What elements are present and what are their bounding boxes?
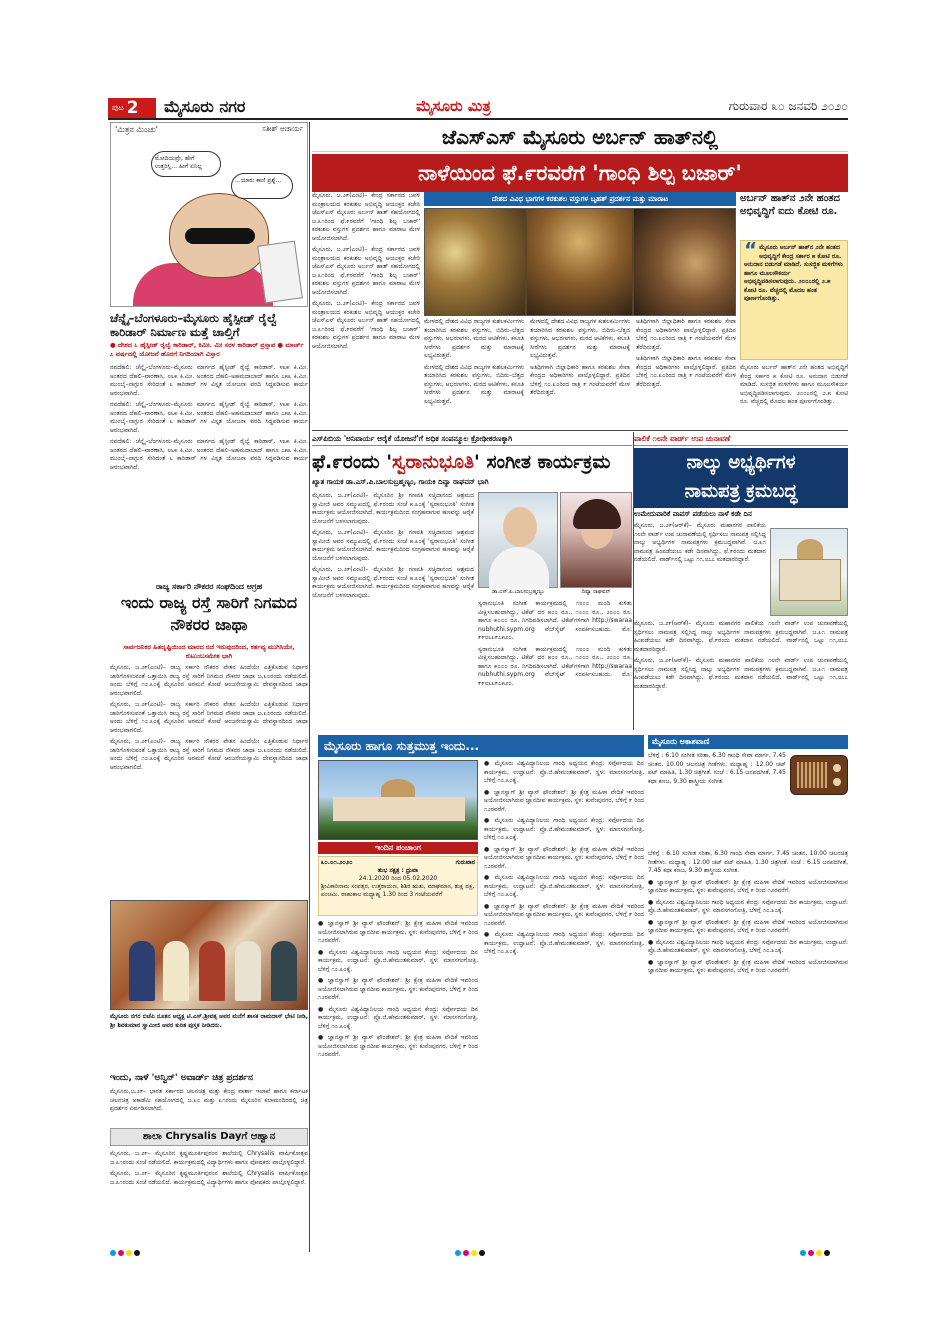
lead-article-col2 [424, 318, 524, 428]
article-paragraph: ಮೈಸೂರು, ಜ.೨೯– ಮೈಸೂರಿನ ಕೃಷ್ಣಮೂರ್ತಿಪುರಂನ ಶಾಲೆಯಲ್ಲಿ Chrysalis ವಾರ್ಷಿಕೋತ್ಸವ ಜ.೩೧ರಂದು ಸಂಜೆ ನಡೆಯಲಿದೆ. ಕಾರ್ಯಕ್ರಮದಲ್ಲಿ ವಿದ್ಯಾರ್ಥಿಗಳು ಹಾಗೂ ಪೋಷಕರು ಪಾಲ್ಗೊಳ್ಳಲಿದ್ದಾರೆ. [110, 1150, 308, 1166]
event-item: ● ಮೈಸೂರು ವಿಶ್ವವಿದ್ಯಾನಿಲಯ ಗಾಂಧಿ ಅಧ್ಯಯನ ಕೇಂದ್ರ: ಸರ್ವೋದಯ ದಿನ ಕಾರ್ಯಕ್ರಮ, ಉದ್ಘಾಟನೆ: ಪ್ರೊ.ಜಿ.ಹೇಮಂತಕುಮಾರ್, ಸ್ಥಳ: ಮಾನಸಗಂಗೋತ್ರಿ, ಬೆಳಿಗ್ಗೆ ೧೦.೩೦ಕ್ಕೆ. [648, 898, 848, 914]
concert-headline [312, 448, 632, 476]
lead-headline [312, 122, 848, 190]
sidebar-quote-box [740, 240, 848, 360]
photo-caption-divya: ದಿವ್ಯಾ ರಾಘವನ್ [581, 589, 611, 595]
photo-person [163, 941, 189, 1001]
photo-mysore-palace [318, 760, 478, 840]
lead-article-col1 [312, 192, 420, 428]
article-paragraph: ಮೈಸೂರು, ಜ.೨೯(ಎಂಟಿ)– ಮೈಸೂರಿನ ಶ್ರೀ ಗಣಪತಿ ಸಚ್ಚಿದಾನಂದ ಆಶ್ರಮದ ಸ್ವಾಮೀಜಿ ಅವರ ಸಮ್ಮುಖದಲ್ಲಿ ಫೆ.೯ರಂದು ಸಂಜೆ ೫.೩೦ಕ್ಕೆ 'ಸ್ವರಾನುಭೂತಿ' ಸಂಗೀತ ಕಾರ್ಯಕ್ರಮ ಆಯೋಜಿಸಲಾಗಿದೆ. ಕಾರ್ಯಕ್ರಮದಿಂದ ಸಂಗ್ರಹವಾಗುವ ಹಣವನ್ನು ಆರೈಕೆ ಯೋಜನೆಗೆ ಬಳಸಲಾಗುವುದು. [312, 566, 474, 599]
page-number-box [108, 98, 156, 118]
panchanga-heading: ಇಂದಿನ ಪಂಚಾಂಗ [318, 842, 478, 854]
lead-headline-line1: ಜೆಎಸ್‌ಎಸ್ ಮೈಸೂರು ಅರ್ಬನ್ ಹಾತ್‌ನಲ್ಲಿ [312, 122, 848, 152]
article-rail-corridor [110, 364, 308, 578]
article-paragraph: ನವದೆಹಲಿ: ಚೆನ್ನೈ–ಬೆಂಗಳೂರು–ಮೈಸೂರು ಮಾರ್ಗದ ಹೈಸ್ಪೀಡ್ ರೈಲ್ವೆ ಕಾರಿಡಾರ್, ೪೩೫ ಕಿ.ಮೀ. ಅಂತರದ ದೆಹಲಿ–ವಾರಣಾಸಿ, ೮೬೫ ಕಿ.ಮೀ. ಅಂತರದ ದೆಹಲಿ–ಅಹಮದಾಬಾದ್ ಹಾಗೂ ೭೫೩ ಕಿ.ಮೀ. ಮುಂಬೈ–ನಾಗ್ಪುರ ಸೇರಿದಂತೆ ೬ ಕಾರಿಡಾರ್ ಗಳ ವಿಸ್ತೃತ ಯೋಜನಾ ವರದಿ ಸಿದ್ಧಪಡಿಸುವ ಕಾರ್ಯ ಆರಂಭವಾಗಿದೆ. [110, 401, 308, 434]
article-paragraph: ಮೈಸೂರು, ಜ.೨೯(ಆರ್‌ಕೆ)– ಮೈಸೂರು ಮಹಾನಗರ ಪಾಲಿಕೆಯ ೧೮ನೇ ವಾರ್ಡ್ ಉಪ ಚುನಾವಣೆಯಲ್ಲಿ ಸ್ಪರ್ಧಿಸಲು ನಾಮಪತ್ರ ಸಲ್ಲಿಸಿದ್ದ ನಾಲ್ಕು ಅಭ್ಯರ್ಥಿಗಳ ನಾಮಪತ್ರಗಳು ಕ್ರಮಬದ್ಧವಾಗಿವೆ. ಜ.೩೧ ನಾಮಪತ್ರ ಹಿಂಪಡೆಯಲು ಕಡೇ ದಿನವಾಗಿದ್ದು, ಫೆ.೯ರಂದು ಮತದಾನ ನಡೆಯಲಿದೆ. ವಾರ್ಡ್‌ನಲ್ಲಿ ಒಟ್ಟು ೧೧,೮೭೭ ಮತದಾರರಿದ್ದಾರೆ. [634, 522, 766, 563]
photo-caption [110, 1013, 308, 1069]
radio-knob [833, 764, 841, 772]
ward-article-col1 [634, 522, 766, 618]
black-dot [479, 1250, 485, 1256]
event-item: ● ಜ್ಞಾನಸ್ವಾಗ್ ಶ್ರೀ ವ್ಯಾಸ್ ಫೌಂಡೇಶನ್: ಶ್ರೀ ಕ್ಷೇತ್ರ ಮಹಿಳಾ ವೇದಿಕೆ ಇವರಿಂದ ಅಯೋಜಿಸಲಾಗಿರುವ ಜ್ಞಾನದೀಪ ಕಾರ್ಯಕ್ರಮ, ಸ್ಥಳ: ಕುವೆಂಪುನಗರ, ಬೆಳಿಗ್ಗೆ ೯ ರಿಂದ ೧೨ರವರೆಗೆ. [648, 918, 848, 934]
concert-headline-pre: ಫೆ.೯ರಂದು ' [312, 451, 393, 473]
cartoon-title: 'ಮಿತ್ರನ ಮಿಂಚು' [115, 125, 158, 134]
event-item: ● ಜ್ಞಾನಸ್ವಾಗ್ ಶ್ರೀ ವ್ಯಾಸ್ ಫೌಂಡೇಶನ್: ಶ್ರೀ ಕ್ಷೇತ್ರ ಮಹಿಳಾ ವೇದಿಕೆ ಇವರಿಂದ ಅಯೋಜಿಸಲಾಗಿರುವ ಜ್ಞಾನದೀಪ ಕಾರ್ಯಕ್ರಮ, ಸ್ಥಳ: ಕುವೆಂಪುನಗರ, ಬೆಳಿಗ್ಗೆ ೯ ರಿಂದ ೧೨ರವರೆಗೆ. [318, 977, 478, 1001]
concert-subhead: ಖ್ಯಾತ ಗಾಯಕ ಡಾ.ಎಸ್.ಪಿ.ಬಾಲಸುಬ್ರಹ್ಮಣ್ಯಂ, ಗಾಯಕಿ ದಿವ್ಯಾ ರಾಘವನ್ ಭಾಗಿ [312, 478, 489, 486]
page-header [108, 96, 848, 120]
photo-face [503, 507, 537, 547]
cartoon-sunglasses [185, 228, 255, 244]
ward-article-col2 [634, 620, 848, 728]
event-item: ● ಮೈಸೂರು ವಿಶ್ವವಿದ್ಯಾನಿಲಯ ಗಾಂಧಿ ಅಧ್ಯಯನ ಕೇಂದ್ರ: ಸರ್ವೋದಯ ದಿನ ಕಾರ್ಯಕ್ರಮ, ಉದ್ಘಾಟನೆ: ಪ್ರೊ.ಜಿ.ಹೇಮಂತಕುಮಾರ್, ಸ್ಥಳ: ಮಾನಸಗಂಗೋತ್ರಿ, ಬೆಳಿಗ್ಗೆ ೧೦.೩೦ಕ್ಕೆ. [484, 931, 644, 955]
cyan-dot [800, 1250, 806, 1256]
panchanga-range: 24.1.2020 ರಿಂದ 05.02.2020 [358, 875, 438, 882]
photo-caption-spb: ಡಾ.ಎಸ್.ಪಿ.ಬಾಲಸುಬ್ರಹ್ಮಣ್ಯಂ [491, 589, 544, 595]
photo-city-corporation [770, 528, 848, 616]
article-paragraph: ಅತಿಥಿಗಳಾಗಿ ಜಿಲ್ಲಾಧಿಕಾರಿ ಹಾಗೂ ಕರಕುಶಲ ಸೇವಾ ಕೇಂದ್ರದ ಅಧಿಕಾರಿಗಳು ಪಾಲ್ಗೊಳ್ಳಲಿದ್ದಾರೆ. ಪ್ರತಿದಿನ ಬೆಳಿಗ್ಗೆ ೧೦.೩೦ರಿಂದ ರಾತ್ರಿ ೯ ಗಂಟೆಯವರೆಗೆ ಮೇಳ ತೆರೆದಿರುತ್ತದೆ. [530, 363, 630, 396]
building-dome [797, 539, 823, 559]
article-paragraph: ಮೈಸೂರು, ಜ.೨೯– ಮೈಸೂರಿನ ಕೃಷ್ಣಮೂರ್ತಿಪುರಂನ ಶಾಲೆಯಲ್ಲಿ Chrysalis ವಾರ್ಷಿಕೋತ್ಸವ ಜ.೩೧ರಂದು ಸಂಜೆ ನಡೆಯಲಿದೆ. ಕಾರ್ಯಕ್ರಮದಲ್ಲಿ ವಿದ್ಯಾರ್ಥಿಗಳು ಹಾಗೂ ಪೋಷಕರು ಪಾಲ್ಗೊಳ್ಳಲಿದ್ದಾರೆ. [110, 1170, 308, 1186]
radio-icon [790, 755, 848, 795]
event-item: ● ಜ್ಞಾನಸ್ವಾಗ್ ಶ್ರೀ ವ್ಯಾಸ್ ಫೌಂಡೇಶನ್: ಶ್ರೀ ಕ್ಷೇತ್ರ ಮಹಿಳಾ ವೇದಿಕೆ ಇವರಿಂದ ಅಯೋಜಿಸಲಾಗಿರುವ ಜ್ಞಾನದೀಪ ಕಾರ್ಯಕ್ರಮ, ಸ್ಥಳ: ಕುವೆಂಪುನಗರ, ಬೆಳಿಗ್ಗೆ ೯ ರಿಂದ ೧೨ರವರೆಗೆ. [318, 1034, 478, 1058]
kicker-transport-rally: ರಾಜ್ಯ ಸರ್ಕಾರಿ ನೌಕರರ ಸಂಘದಿಂದ ಆಗ್ರಹ [155, 582, 263, 591]
article-paragraph: ನವದೆಹಲಿ: ಚೆನ್ನೈ–ಬೆಂಗಳೂರು–ಮೈಸೂರು ಮಾರ್ಗದ ಹೈಸ್ಪೀಡ್ ರೈಲ್ವೆ ಕಾರಿಡಾರ್, ೪೩೫ ಕಿ.ಮೀ. ಅಂತರದ ದೆಹಲಿ–ವಾರಣಾಸಿ, ೮೬೫ ಕಿ.ಮೀ. ಅಂತರದ ದೆಹಲಿ–ಅಹಮದಾಬಾದ್ ಹಾಗೂ ೭೫೩ ಕಿ.ಮೀ. ಮುಂಬೈ–ನಾಗ್ಪುರ ಸೇರಿದಂತೆ ೬ ಕಾರಿಡಾರ್ ಗಳ ವಿಸ್ತೃತ ಯೋಜನಾ ವರದಿ ಸಿದ್ಧಪಡಿಸುವ ಕಾರ್ಯ ಆರಂಭವಾಗಿದೆ. [110, 438, 308, 471]
handicraft-photo [424, 208, 736, 316]
concert-article-col1 [312, 492, 474, 728]
yellow-dot [471, 1250, 477, 1256]
article-paragraph: ಮೈಸೂರು,ಜ.೨೯– ಭಾರತ ಸರ್ಕಾರದ ಚಲನಚಿತ್ರ ಮತ್ತು ಕೇಂದ್ರ ವಾರ್ತಾ ಇಲಾಖೆ ಹಾಗೂ ಕರ್ನಾಟಕ ಚಲನಚಿತ್ರ ಅಕಾಡೆಮಿ ಸಹಯೋಗದಲ್ಲಿ ಜ.೩೦ ಮತ್ತು ೩೧ರಂದು ಮೈಸೂರಿನ ಕಲಾಮಂದಿರದಲ್ಲಿ ಚಿತ್ರ ಪ್ರದರ್ಶನ ಏರ್ಪಡಿಸಲಾಗಿದೆ. [110, 1088, 308, 1112]
event-item: ● ಜ್ಞಾನಸ್ವಾಗ್ ಶ್ರೀ ವ್ಯಾಸ್ ಫೌಂಡೇಶನ್: ಶ್ರೀ ಕ್ಷೇತ್ರ ಮಹಿಳಾ ವೇದಿಕೆ ಇವರಿಂದ ಅಯೋಜಿಸಲಾಗಿರುವ ಜ್ಞಾನದೀಪ ಕಾರ್ಯಕ್ರಮ, ಸ್ಥಳ: ಕುವೆಂಪುನಗರ, ಬೆಳಿಗ್ಗೆ ೯ ರಿಂದ ೧೨ರವರೆಗೆ. [484, 902, 644, 927]
article-paragraph: ಅತಿಥಿಗಳಾಗಿ ಜಿಲ್ಲಾಧಿಕಾರಿ ಹಾಗೂ ಕರಕುಶಲ ಸೇವಾ ಕೇಂದ್ರದ ಅಧಿಕಾರಿಗಳು ಪಾಲ್ಗೊಳ್ಳಲಿದ್ದಾರೆ. ಪ್ರತಿದಿನ ಬೆಳಿಗ್ಗೆ ೧೦.೩೦ರಿಂದ ರಾತ್ರಿ ೯ ಗಂಟೆಯವರೆಗೆ ಮೇಳ ತೆರೆದಿರುತ್ತದೆ. [636, 318, 736, 351]
ward-kicker: ಪಾಲಿಕೆ ೧೮ನೇ ವಾರ್ಡ್ ಉಪ ಚುನಾವಣೆ [634, 432, 848, 446]
cyan-dot [110, 1250, 116, 1256]
subhead-rail-corridor: ● ದೇಶದ ೬ ಹೈಸ್ಪೀಡ್ ರೈಲ್ವೆ ಕಾರಿಡಾರ್, ಕಿಮೀ. ಮೀ ಸರಳ ಕಾರಿಡಾರ್ ಪ್ರಸ್ತಾಪ ● ಮಾರ್ಚ್ ೭ ವರ್ಷದಲ್ಲಿ ಯೋಜನೆ ಹೊರಗೆ ನಿಗದಿಯಾಗಿ ವಿಸ್ತಾರ [110, 341, 304, 358]
photo-person [129, 941, 155, 1001]
article-paragraph: ಅತಿಥಿಗಳಾಗಿ ಜಿಲ್ಲಾಧಿಕಾರಿ ಹಾಗೂ ಕರಕುಶಲ ಸೇವಾ ಕೇಂದ್ರದ ಅಧಿಕಾರಿಗಳು ಪಾಲ್ಗೊಳ್ಳಲಿದ್ದಾರೆ. ಪ್ರತಿದಿನ ಬೆಳಿಗ್ಗೆ ೧೦.೩೦ರಿಂದ ರಾತ್ರಿ ೯ ಗಂಟೆಯವರೆಗೆ ಮೇಳ ತೆರೆದಿರುತ್ತದೆ. [636, 355, 736, 388]
photo-person [271, 941, 297, 1001]
article-paragraph: ಮೈಸೂರು, ಜ.೨೯(ಎಂಟಿ)– ಕೇಂದ್ರ ಸರ್ಕಾರದ ಜವಳಿ ಮಂತ್ರಾಲಯದ ಕರಕುಶಲ ಅಭಿವೃದ್ಧಿ ಆಯುಕ್ತರ ಕಚೇರಿ ಜೆಎಸ್‌ಎಸ್ ಮೈಸೂರು ಅರ್ಬನ್ ಹಾತ್ ಸಹಯೋಗದಲ್ಲಿ ಜ.೩೧ರಿಂದ ಫೆ.೯ರವರೆಗೆ 'ಗಾಂಧಿ ಶಿಲ್ಪ ಬಜಾರ್' ಕರಕುಶಲ ವಸ್ತುಗಳ ಪ್ರದರ್ಶನ ಹಾಗೂ ಮಾರಾಟ ಮೇಳ ಆಯೋಜಿಸಲಾಗಿದೆ. [312, 246, 420, 296]
speech-bubble: ...ಯಾರು ಕಾಣಿ ಪ್ರಶ್ನೆ... [231, 173, 293, 199]
event-item: ● ಮೈಸೂರು ವಿಶ್ವವಿದ್ಯಾನಿಲಯ ಗಾಂಧಿ ಅಧ್ಯಯನ ಕೇಂದ್ರ: ಸರ್ವೋದಯ ದಿನ ಕಾರ್ಯಕ್ರಮ, ಉದ್ಘಾಟನೆ: ಪ್ರೊ.ಜಿ.ಹೇಮಂತಕುಮಾರ್, ಸ್ಥಳ: ಮಾನಸಗಂಗೋತ್ರಿ, ಬೆಳಿಗ್ಗೆ ೧೦.೩೦ಕ್ಕೆ. [484, 874, 644, 898]
page-label: ಪುಟ [112, 103, 124, 112]
panchanga-day: ಗುರುವಾರ [455, 859, 475, 866]
article-transport-rally [110, 664, 308, 894]
panchanga-nakshatra: ಶುಭ ನಕ್ಷತ್ರ : ಧ್ರುವಾ [378, 867, 418, 874]
article-chrysalis-day [110, 1150, 308, 1242]
event-item: ● ಮೈಸೂರು ವಿಶ್ವವಿದ್ಯಾನಿಲಯ ಗಾಂಧಿ ಅಧ್ಯಯನ ಕೇಂದ್ರ: ಸರ್ವೋದಯ ದಿನ ಕಾರ್ಯಕ್ರಮ, ಉದ್ಘಾಟನೆ: ಪ್ರೊ.ಜಿ.ಹೇಮಂತಕುಮಾರ್, ಸ್ಥಳ: ಮಾನಸಗಂಗೋತ್ರಿ, ಬೆಳಿಗ್ಗೆ ೧೦.೩೦ಕ್ಕೆ. [648, 938, 848, 954]
ward-headline-line1: ನಾಲ್ಕು ಅಭ್ಯರ್ಥಿಗಳ [686, 452, 796, 473]
ward-headline-line2: ನಾಮಪತ್ರ ಕ್ರಮಬದ್ಧ [684, 481, 798, 502]
headline-film-screening: ಇಂದು, ನಾಳೆ 'ಅನ್ವಿನ್' ಅವಾರ್ಡ್ ಚಿತ್ರ ಪ್ರದರ್ಶನ [110, 1073, 253, 1083]
article-paragraph: ಸ್ವರಾನುಭೂತಿ ಸಂಗೀತ ಕಾರ್ಯಕ್ರಮದಲ್ಲಿ ೧೮೦೦ ಮಂದಿ ಕುಳಿತು ವೀಕ್ಷಿಸಬಹುದಾಗಿದ್ದು, ಟಿಕೆಟ್ ದರ ೫೦೦ ರೂ., ೧೦೦೦ ರೂ., ೨೦೦೦ ರೂ. ಹಾಗೂ ೫೦೦೦ ರೂ. ನಿಗದಿಪಡಿಸಲಾಗಿದೆ. ಟಿಕೆಟ್‌ಗಳಿಗಾಗಿ http://swaraa nubhuthi.sypm.org ವೆಬ್‌ಸೈಟ್ ಸಂಪರ್ಕಿಸಬಹುದು. ಮೊ: ೯೯೮೬೩೯೭೫೨೦. [478, 645, 632, 687]
event-item: ● ಮೈಸೂರು ವಿಶ್ವವಿದ್ಯಾನಿಲಯ ಗಾಂಧಿ ಅಧ್ಯಯನ ಕೇಂದ್ರ: ಸರ್ವೋದಯ ದಿನ ಕಾರ್ಯಕ್ರಮ, ಉದ್ಘಾಟನೆ: ಪ್ರೊ.ಜಿ.ಹೇಮಂತಕುಮಾರ್, ಸ್ಥಳ: ಮಾನಸಗಂಗೋತ್ರಿ, ಬೆಳಿಗ್ಗೆ ೧೦.೩೦ಕ್ಕೆ. [484, 760, 644, 784]
editorial-cartoon [110, 122, 308, 307]
article-paragraph: ಮೇಳದಲ್ಲಿ ದೇಶದ ವಿವಿಧ ರಾಜ್ಯಗಳ ಕುಶಲಕರ್ಮಿಗಳು ತಯಾರಿಸಿದ ಕರಕುಶಲ ವಸ್ತುಗಳು, ಬಿದಿರು–ಬೆತ್ತದ ವಸ್ತುಗಳು, ಆಭರಣಗಳು, ಮರದ ಆಟಿಕೆಗಳು, ಕಸೂತಿ ಸೀರೆಗಳು ಪ್ರದರ್ಶನ ಮತ್ತು ಮಾರಾಟಕ್ಕೆ ಲಭ್ಯವಿರುತ್ತವೆ. [424, 318, 524, 359]
magenta-dot [463, 1250, 469, 1256]
event-item: ● ಜ್ಞಾನಸ್ವಾಗ್ ಶ್ರೀ ವ್ಯಾಸ್ ಫೌಂಡೇಶನ್: ಶ್ರೀ ಕ್ಷೇತ್ರ ಮಹಿಳಾ ವೇದಿಕೆ ಇವರಿಂದ ಅಯೋಜಿಸಲಾಗಿರುವ ಜ್ಞಾನದೀಪ ಕಾರ್ಯಕ್ರಮ, ಸ್ಥಳ: ಕುವೆಂಪುನಗರ, ಬೆಳಿಗ್ಗೆ ೯ ರಿಂದ ೧೨ರವರೆಗೆ. [648, 958, 848, 974]
cartoon-paper [257, 241, 303, 304]
article-paragraph: ಮೇಳದಲ್ಲಿ ದೇಶದ ವಿವಿಧ ರಾಜ್ಯಗಳ ಕುಶಲಕರ್ಮಿಗಳು ತಯಾರಿಸಿದ ಕರಕುಶಲ ವಸ್ತುಗಳು, ಬಿದಿರು–ಬೆತ್ತದ ವಸ್ತುಗಳು, ಆಭರಣಗಳು, ಮರದ ಆಟಿಕೆಗಳು, ಕಸೂತಿ ಸೀರೆಗಳು ಪ್ರದರ್ಶನ ಮತ್ತು ಮಾರಾಟಕ್ಕೆ ಲಭ್ಯವಿರುತ್ತವೆ. [530, 318, 630, 359]
radio-schedule-text: ಬೆಳಿಗ್ಗೆ : 6.10 ಸಂಗೀತ ಸರಿತಾ, 6.30 ಗಾಂಧಿ ಸೇವಾ ಮಾರ್ಗ, 7.45 ಚಿಂತನ, 10.00 ಚಲನಚಿತ್ರ ಗೀತೆಗಳು. ಮಧ್ಯಾಹ್ನ : 12.00 ಚಟ್ ಪಟ್ ಮಾಹಿತಿ, 1.30 ಚಿತ್ರಗೀತೆ. ಸಂಜೆ : 6.15 ಜನಪದಗೀತೆ, 7.45 ಕಥಾ ಕಣಜ, 9.30 ಶಾಸ್ತ್ರೀಯ ಸಂಗೀತ. [648, 850, 848, 874]
event-item: ● ಜ್ಞಾನಸ್ವಾಗ್ ಶ್ರೀ ವ್ಯಾಸ್ ಫೌಂಡೇಶನ್: ಶ್ರೀ ಕ್ಷೇತ್ರ ಮಹಿಳಾ ವೇದಿಕೆ ಇವರಿಂದ ಅಯೋಜಿಸಲಾಗಿರುವ ಜ್ಞಾನದೀಪ ಕಾರ್ಯಕ್ರಮ, ಸ್ಥಳ: ಕುವೆಂಪುನಗರ, ಬೆಳಿಗ್ಗೆ ೯ ರಿಂದ ೧೨ರವರೆಗೆ. [648, 878, 848, 894]
cartoon-credit: ಸತೀಶ್ ಆಚಾರ್ಯ [262, 125, 303, 133]
radio-schedule-text: ಬೆಳಿಗ್ಗೆ : 6.10 ಸಂಗೀತ ಸರಿತಾ, 6.30 ಗಾಂಧಿ ಸೇವಾ ಮಾರ್ಗ, 7.45 ಚಿಂತನ, 10.00 ಚಲನಚಿತ್ರ ಗೀತೆಗಳು. ಮಧ್ಯಾಹ್ನ : 12.00 ಚಟ್ ಪಟ್ ಮಾಹಿತಿ, 1.30 ಚಿತ್ರಗೀತೆ. ಸಂಜೆ : 6.15 ಜನಪದಗೀತೆ, 7.45 ಕಥಾ ಕಣಜ, 9.30 ಶಾಸ್ತ್ರೀಯ ಸಂಗೀತ. [648, 752, 786, 785]
article-paragraph: ನವದೆಹಲಿ: ಚೆನ್ನೈ–ಬೆಂಗಳೂರು–ಮೈಸೂರು ಮಾರ್ಗದ ಹೈಸ್ಪೀಡ್ ರೈಲ್ವೆ ಕಾರಿಡಾರ್, ೪೩೫ ಕಿ.ಮೀ. ಅಂತರದ ದೆಹಲಿ–ವಾರಣಾಸಿ, ೮೬೫ ಕಿ.ಮೀ. ಅಂತರದ ದೆಹಲಿ–ಅಹಮದಾಬಾದ್ ಹಾಗೂ ೭೫೩ ಕಿ.ಮೀ. ಮುಂಬೈ–ನಾಗ್ಪುರ ಸೇರಿದಂತೆ ೬ ಕಾರಿಡಾರ್ ಗಳ ವಿಸ್ತೃತ ಯೋಜನಾ ವರದಿ ಸಿದ್ಧಪಡಿಸುವ ಕಾರ್ಯ ಆರಂಭವಾಗಿದೆ. [110, 364, 308, 397]
magenta-dot [808, 1250, 814, 1256]
building-body [779, 559, 841, 601]
quote-text: ಮೈಸೂರು ಅರ್ಬನ್ ಹಾತ್‌ನ ೨ನೇ ಹಂತದ ಅಭಿವೃದ್ಧಿಗೆ ಕೇಂದ್ರ ಸರ್ಕಾರ ೫ ಕೋಟಿ ರೂ. ಅನುದಾನ ಬಿಡುಗಡೆ ಮಾಡಿದೆ. ಸುಸಜ್ಜಿತ ಮಳಿಗೆಗಳು ಹಾಗೂ ಮೂಲಸೌಕರ್ಯ ಅಭಿವೃದ್ಧಿಪಡಿಸಲಾಗುವುದು. ೨೦೦೭ರಲ್ಲಿ ೨.೫ ಕೋಟಿ ರೂ. ವೆಚ್ಚದಲ್ಲಿ ಮೊದಲ ಹಂತ ಪೂರ್ಣಗೊಂಡಿತ್ತು. [744, 244, 843, 302]
concert-article-col2 [478, 600, 632, 728]
photo-hair [573, 499, 621, 529]
caption-text: ಮೈಸೂರು ನಗರ ಬಿಜೆಪಿ ನೂತನ ಅಧ್ಯಕ್ಷ ಟಿ.ಎಸ್.ಶ್ರೀವತ್ಸ ಅವರ ಮನೆಗೆ ಶಾಸಕ ರಾಮದಾಸ್ ಭೇಟಿ ನೀಡಿ, ಶ್ರೀ ಶಿವಕುಮಾರ ಸ್ವಾಮೀಜಿ ಅವರ ಕುರಿತ ಪುಸ್ತಕ ನೀಡಿದರು. [110, 1013, 308, 1029]
panchanga-details: ಶ್ರೀವಿಕಾರಿನಾಮ ಸಂವತ್ಸರ, ಉತ್ತರಾಯಣ, ಶಿಶಿರ ಋತು, ಮಾಘಮಾಸ, ಶುಕ್ಲ ಪಕ್ಷ, ಪಂಚಮಿ. ರಾಹುಕಾಲ ಮಧ್ಯಾಹ್ನ 1.30 ರಿಂದ 3 ಗಂಟೆಯವರೆಗೆ [321, 883, 475, 898]
news-photo-group [110, 900, 308, 1010]
article-paragraph: ಮೈಸೂರು, ಜ.೨೯(ಎಂಟಿ)– ರಾಜ್ಯ ಸರ್ಕಾರಿ ನೌಕರರ ವೇತನ ಹಿಂದೆಯೇ ಎತ್ತಿಕೊಡುವ ನಿರ್ಧಾರ ಜಾರಿಗೊಳಿಸುವಂತೆ ಒತ್ತಾಯಿಸಿ ರಾಜ್ಯ ರಸ್ತೆ ಸಾರಿಗೆ ನಿಗಮದ ನೌಕರರ ಜಾಥಾ ಜ.೩೦ರಂದು ನಡೆಯಲಿದೆ. ಅಂದು ಬೆಳಿಗ್ಗೆ ೧೦.೩೦ಕ್ಕೆ ಮೈಸೂರಿನ ಅರಮನೆ ಕೋಟೆ ಆಂಜನೇಯಸ್ವಾಮಿ ದೇವಸ್ಥಾನದಿಂದ ಜಾಥಾ ಆರಂಭವಾಗಲಿದೆ. [110, 738, 308, 771]
radio-schedule-top [648, 752, 786, 848]
article-paragraph: ಮೈಸೂರು, ಜ.೨೯(ಎಂಟಿ)– ರಾಜ್ಯ ಸರ್ಕಾರಿ ನೌಕರರ ವೇತನ ಹಿಂದೆಯೇ ಎತ್ತಿಕೊಡುವ ನಿರ್ಧಾರ ಜಾರಿಗೊಳಿಸುವಂತೆ ಒತ್ತಾಯಿಸಿ ರಾಜ್ಯ ರಸ್ತೆ ಸಾರಿಗೆ ನಿಗಮದ ನೌಕರರ ಜಾಥಾ ಜ.೩೦ರಂದು ನಡೆಯಲಿದೆ. ಅಂದು ಬೆಳಿಗ್ಗೆ ೧೦.೩೦ಕ್ಕೆ ಮೈಸೂರಿನ ಅರಮನೆ ಕೋಟೆ ಆಂಜನೇಯಸ್ವಾಮಿ ದೇವಸ್ಥಾನದಿಂದ ಜಾಥಾ ಆರಂಭವಾಗಲಿದೆ. [110, 701, 308, 734]
events-col1 [318, 920, 478, 1248]
event-item: ● ಜ್ಞಾನಸ್ವಾಗ್ ಶ್ರೀ ವ್ಯಾಸ್ ಫೌಂಡೇಶನ್: ಶ್ರೀ ಕ್ಷೇತ್ರ ಮಹಿಳಾ ವೇದಿಕೆ ಇವರಿಂದ ಅಯೋಜಿಸಲಾಗಿರುವ ಜ್ಞಾನದೀಪ ಕಾರ್ಯಕ್ರಮ, ಸ್ಥಳ: ಕುವೆಂಪುನಗರ, ಬೆಳಿಗ್ಗೆ ೯ ರಿಂದ ೧೨ರವರೆಗೆ. [484, 788, 644, 813]
black-dot [824, 1250, 830, 1256]
yellow-dot [126, 1250, 132, 1256]
black-dot [134, 1250, 140, 1256]
craft-image-left [425, 209, 525, 316]
panchanga-box [318, 856, 478, 916]
photo-strip-caption: ದೇಶದ ವಿವಿಧ ಭಾಗಗಳ ಕರಕುಶಲ ವಸ್ತುಗಳ ಬೃಹತ್ ಪ್ರದರ್ಶನ ಮತ್ತು ಮಾರಾಟ [424, 192, 736, 206]
radio-grill [797, 762, 827, 788]
lead-article-col4 [636, 318, 736, 428]
photo-person [235, 941, 261, 1001]
today-section-banner: ಮೈಸೂರು ಹಾಗೂ ಸುತ್ತಮುತ್ತ ಇಂದು... [318, 735, 644, 757]
event-item: ● ಮೈಸೂರು ವಿಶ್ವವಿದ್ಯಾನಿಲಯ ಗಾಂಧಿ ಅಧ್ಯಯನ ಕೇಂದ್ರ: ಸರ್ವೋದಯ ದಿನ ಕಾರ್ಯಕ್ರಮ, ಉದ್ಘಾಟನೆ: ಪ್ರೊ.ಜಿ.ಹೇಮಂತಕುಮಾರ್, ಸ್ಥಳ: ಮಾನಸಗಂಗೋತ್ರಿ, ಬೆಳಿಗ್ಗೆ ೧೦.೩೦ಕ್ಕೆ. [318, 1005, 478, 1030]
quote-icon: “ [744, 240, 758, 262]
radio-knob [833, 778, 841, 786]
concert-headline-post: ' ಸಂಗೀತ ಕಾರ್ಯಕ್ರಮ [474, 451, 611, 473]
article-paragraph: ಸ್ವರಾನುಭೂತಿ ಸಂಗೀತ ಕಾರ್ಯಕ್ರಮದಲ್ಲಿ ೧೮೦೦ ಮಂದಿ ಕುಳಿತು ವೀಕ್ಷಿಸಬಹುದಾಗಿದ್ದು, ಟಿಕೆಟ್ ದರ ೫೦೦ ರೂ., ೧೦೦೦ ರೂ., ೨೦೦೦ ರೂ. ಹಾಗೂ ೫೦೦೦ ರೂ. ನಿಗದಿಪಡಿಸಲಾಗಿದೆ. ಟಿಕೆಟ್‌ಗಳಿಗಾಗಿ http://swaraa nubhuthi.sypm.org ವೆಬ್‌ಸೈಟ್ ಸಂಪರ್ಕಿಸಬಹುದು. ಮೊ: ೯೯೮೬೩೯೭೫೨೦. [478, 600, 632, 641]
lead-article-col3 [530, 318, 630, 428]
ward-subhead: ಉಮೇದುವಾರಿಕೆ ವಾಪಸ್ ಪಡೆಯಲು ನಾಳೆ ಕಡೇ ದಿನ [634, 510, 752, 518]
headline-chrysalis-day: ಶಾಲಾ Chrysalis Dayಗೆ ಆಹ್ವಾನ [110, 1128, 308, 1146]
events-col3 [648, 850, 848, 1248]
cyan-dot [455, 1250, 461, 1256]
sidebar-article [740, 364, 848, 428]
color-registration-marks [455, 1250, 485, 1256]
event-item: ● ಜ್ಞಾನಸ್ವಾಗ್ ಶ್ರೀ ವ್ಯಾಸ್ ಫೌಂಡೇಶನ್: ಶ್ರೀ ಕ್ಷೇತ್ರ ಮಹಿಳಾ ವೇದಿಕೆ ಇವರಿಂದ ಅಯೋಜಿಸಲಾಗಿರುವ ಜ್ಞಾನದೀಪ ಕಾರ್ಯಕ್ರಮ, ಸ್ಥಳ: ಕುವೆಂಪುನಗರ, ಬೆಳಿಗ್ಗೆ ೯ ರಿಂದ ೧೨ರವರೆಗೆ. [318, 920, 478, 944]
column-divider [309, 122, 310, 1252]
article-paragraph: ಮೇಳದಲ್ಲಿ ದೇಶದ ವಿವಿಧ ರಾಜ್ಯಗಳ ಕುಶಲಕರ್ಮಿಗಳು ತಯಾರಿಸಿದ ಕರಕುಶಲ ವಸ್ತುಗಳು, ಬಿದಿರು–ಬೆತ್ತದ ವಸ್ತುಗಳು, ಆಭರಣಗಳು, ಮರದ ಆಟಿಕೆಗಳು, ಕಸೂತಿ ಸೀರೆಗಳು ಪ್ರದರ್ಶನ ಮತ್ತು ಮಾರಾಟಕ್ಕೆ ಲಭ್ಯವಿರುತ್ತವೆ. [424, 363, 524, 405]
article-paragraph: ಮೈಸೂರು, ಜ.೨೯(ಆರ್‌ಕೆ)– ಮೈಸೂರು ಮಹಾನಗರ ಪಾಲಿಕೆಯ ೧೮ನೇ ವಾರ್ಡ್ ಉಪ ಚುನಾವಣೆಯಲ್ಲಿ ಸ್ಪರ್ಧಿಸಲು ನಾಮಪತ್ರ ಸಲ್ಲಿಸಿದ್ದ ನಾಲ್ಕು ಅಭ್ಯರ್ಥಿಗಳ ನಾಮಪತ್ರಗಳು ಕ್ರಮಬದ್ಧವಾಗಿವೆ. ಜ.೩೧ ನಾಮಪತ್ರ ಹಿಂಪಡೆಯಲು ಕಡೇ ದಿನವಾಗಿದ್ದು, ಫೆ.೯ರಂದು ಮತದಾನ ನಡೆಯಲಿದೆ. ವಾರ್ಡ್‌ನಲ್ಲಿ ಒಟ್ಟು ೧೧,೮೭೭ ಮತದಾರರಿದ್ದಾರೆ. [634, 620, 848, 653]
section-divider [312, 430, 848, 431]
page-number: 2 [126, 98, 139, 118]
headline-transport-rally: ಇಂದು ರಾಜ್ಯ ರಸ್ತೆ ಸಾರಿಗೆ ನಿಗಮದ ನೌಕರರ ಜಾಥಾ [120, 593, 298, 634]
issue-date: ಗುರುವಾರ ೩೦ ಜನವರಿ ೨೦೨೦ [728, 99, 848, 113]
panchanga-dateline [321, 859, 475, 867]
article-paragraph: ಮೈಸೂರು, ಜ.೨೯(ಎಂಟಿ)– ಕೇಂದ್ರ ಸರ್ಕಾರದ ಜವಳಿ ಮಂತ್ರಾಲಯದ ಕರಕುಶಲ ಅಭಿವೃದ್ಧಿ ಆಯುಕ್ತರ ಕಚೇರಿ ಜೆಎಸ್‌ಎಸ್ ಮೈಸೂರು ಅರ್ಬನ್ ಹಾತ್ ಸಹಯೋಗದಲ್ಲಿ ಜ.೩೧ರಿಂದ ಫೆ.೯ರವರೆಗೆ 'ಗಾಂಧಿ ಶಿಲ್ಪ ಬಜಾರ್' ಕರಕುಶಲ ವಸ್ತುಗಳ ಪ್ರದರ್ಶನ ಹಾಗೂ ಮಾರಾಟ ಮೇಳ ಆಯೋಜಿಸಲಾಗಿದೆ. [312, 300, 420, 350]
color-registration-marks [800, 1250, 830, 1256]
panchanga-date: ೩೦.೦೧.೨೦೨೦ [321, 859, 353, 866]
photo-spb [478, 492, 558, 588]
event-item: ● ಮೈಸೂರು ವಿಶ್ವವಿದ್ಯಾನಿಲಯ ಗಾಂಧಿ ಅಧ್ಯಯನ ಕೇಂದ್ರ: ಸರ್ವೋದಯ ದಿನ ಕಾರ್ಯಕ್ರಮ, ಉದ್ಘಾಟನೆ: ಪ್ರೊ.ಜಿ.ಹೇಮಂತಕುಮಾರ್, ಸ್ಥಳ: ಮಾನಸಗಂಗೋತ್ರಿ, ಬೆಳಿಗ್ಗೆ ೧೦.೩೦ಕ್ಕೆ. [318, 948, 478, 973]
magenta-dot [118, 1250, 124, 1256]
article-paragraph: ಮೈಸೂರು, ಜ.೨೯(ಎಂಟಿ)– ರಾಜ್ಯ ಸರ್ಕಾರಿ ನೌಕರರ ವೇತನ ಹಿಂದೆಯೇ ಎತ್ತಿಕೊಡುವ ನಿರ್ಧಾರ ಜಾರಿಗೊಳಿಸುವಂತೆ ಒತ್ತಾಯಿಸಿ ರಾಜ್ಯ ರಸ್ತೆ ಸಾರಿಗೆ ನಿಗಮದ ನೌಕರರ ಜಾಥಾ ಜ.೩೦ರಂದು ನಡೆಯಲಿದೆ. ಅಂದು ಬೆಳಿಗ್ಗೆ ೧೦.೩೦ಕ್ಕೆ ಮೈಸೂರಿನ ಅರಮನೆ ಕೋಟೆ ಆಂಜನೇಯಸ್ವಾಮಿ ದೇವಸ್ಥಾನದಿಂದ ಜಾಥಾ ಆರಂಭವಾಗಲಿದೆ. [110, 664, 308, 697]
article-film-screening [110, 1088, 308, 1126]
event-item: ● ಜ್ಞಾನಸ್ವಾಗ್ ಶ್ರೀ ವ್ಯಾಸ್ ಫೌಂಡೇಶನ್: ಶ್ರೀ ಕ್ಷೇತ್ರ ಮಹಿಳಾ ವೇದಿಕೆ ಇವರಿಂದ ಅಯೋಜಿಸಲಾಗಿರುವ ಜ್ಞಾನದೀಪ ಕಾರ್ಯಕ್ರಮ, ಸ್ಥಳ: ಕುವೆಂಪುನಗರ, ಬೆಳಿಗ್ಗೆ ೯ ರಿಂದ ೧೨ರವರೆಗೆ. [484, 845, 644, 870]
event-item: ● ಮೈಸೂರು ವಿಶ್ವವಿದ್ಯಾನಿಲಯ ಗಾಂಧಿ ಅಧ್ಯಯನ ಕೇಂದ್ರ: ಸರ್ವೋದಯ ದಿನ ಕಾರ್ಯಕ್ರಮ, ಉದ್ಘಾಟನೆ: ಪ್ರೊ.ಜಿ.ಹೇಮಂತಕುಮಾರ್, ಸ್ಥಳ: ಮಾನಸಗಂಗೋತ್ರಿ, ಬೆಳಿಗ್ಗೆ ೧೦.೩೦ಕ್ಕೆ. [484, 817, 644, 841]
concert-kicker: ಎಸ್‌ಪಿಬಿಯ 'ಅನಿವಾರ್ಯ ಆರೈಕೆ ಯೋಜನೆ'ಗೆ ಅಧಿಕ ಸಂಪನ್ಮೂಲ ಕ್ರೋಢೀಕರಣಕ್ಕಾಗಿ [312, 432, 632, 446]
headline-rail-corridor: ಚೆನ್ನೈ–ಬೆಂಗಳೂರು–ಮೈಸೂರು ಹೈಸ್ಪೀಡ್ ರೈಲ್ವೆ ಕಾರಿಡಾರ್ ನಿರ್ಮಾಣ ಮತ್ತೆ ಚಾಲ್ತಿಗೆ [110, 311, 278, 339]
events-col2 [484, 760, 644, 1248]
speech-bubble: ಮೋದಿಯವ್ರೇ, ಹೇಗೆ ಉತ್ತರಿಸ್ಲಿ... ಹೀಗೆ ಏನಿಲ್ಲ [151, 151, 221, 177]
article-paragraph: ಮೈಸೂರು ಅರ್ಬನ್ ಹಾತ್‌ನ ೨ನೇ ಹಂತದ ಅಭಿವೃದ್ಧಿಗೆ ಕೇಂದ್ರ ಸರ್ಕಾರ ೫ ಕೋಟಿ ರೂ. ಅನುದಾನ ಬಿಡುಗಡೆ ಮಾಡಿದೆ. ಸುಸಜ್ಜಿತ ಮಳಿಗೆಗಳು ಹಾಗೂ ಮೂಲಸೌಕರ್ಯ ಅಭಿವೃದ್ಧಿಪಡಿಸಲಾಗುವುದು. ೨೦೦೭ರಲ್ಲಿ ೨.೫ ಕೋಟಿ ರೂ. ವೆಚ್ಚದಲ್ಲಿ ಮೊದಲ ಹಂತ ಪೂರ್ಣಗೊಂಡಿತ್ತು. [740, 364, 848, 405]
sidebar-headline: ಅರ್ಬನ್ ಹಾತ್‌ನ ೨ನೇ ಹಂತದ ಅಭಿವೃದ್ಧಿಗೆ ಐದು ಕೋಟಿ ರೂ. [740, 193, 840, 217]
ward-headline [634, 448, 848, 508]
masthead: ಮೈಸೂರು ಮಿತ್ರ [416, 97, 491, 115]
photo-divya-raghavan [560, 492, 632, 588]
color-registration-marks [110, 1250, 140, 1256]
photo-body [489, 547, 549, 589]
craft-image-right [634, 209, 736, 316]
section-title: ಮೈಸೂರು ನಗರ [164, 97, 246, 116]
subhead-transport-rally: ಸಾರ್ವಜನಿಕರ ಹಿತದೃಷ್ಟಿಯಿಂದ ಮಾರದ ರಜೆ ಇರುವುದರಿಂದ, ಕರ್ತವ್ಯ ಮುಗಿಸಿಯೇ, ಕುಟುಂಬಸಮೇತ ಭಾಗಿ [123, 643, 295, 660]
photo-person [199, 941, 225, 1001]
craft-image-center [527, 209, 632, 316]
article-paragraph: ಮೈಸೂರು, ಜ.೨೯(ಎಂಟಿ)– ಕೇಂದ್ರ ಸರ್ಕಾರದ ಜವಳಿ ಮಂತ್ರಾಲಯದ ಕರಕುಶಲ ಅಭಿವೃದ್ಧಿ ಆಯುಕ್ತರ ಕಚೇರಿ ಜೆಎಸ್‌ಎಸ್ ಮೈಸೂರು ಅರ್ಬನ್ ಹಾತ್ ಸಹಯೋಗದಲ್ಲಿ ಜ.೩೧ರಿಂದ ಫೆ.೯ರವರೆಗೆ 'ಗಾಂಧಿ ಶಿಲ್ಪ ಬಜಾರ್' ಕರಕುಶಲ ವಸ್ತುಗಳ ಪ್ರದರ್ಶನ ಹಾಗೂ ಮಾರಾಟ ಮೇಳ ಆಯೋಜಿಸಲಾಗಿದೆ. [312, 192, 420, 242]
radio-schedule-heading: ಮೈಸೂರು ಆಕಾಶವಾಣಿ [648, 735, 848, 749]
yellow-dot [816, 1250, 822, 1256]
lead-headline-line2: ನಾಳೆಯಿಂದ ಫೆ.೯ರವರೆಗೆ 'ಗಾಂಧಿ ಶಿಲ್ಪ ಬಜಾರ್' [312, 154, 848, 192]
article-paragraph: ಮೈಸೂರು, ಜ.೨೯(ಎಂಟಿ)– ಮೈಸೂರಿನ ಶ್ರೀ ಗಣಪತಿ ಸಚ್ಚಿದಾನಂದ ಆಶ್ರಮದ ಸ್ವಾಮೀಜಿ ಅವರ ಸಮ್ಮುಖದಲ್ಲಿ ಫೆ.೯ರಂದು ಸಂಜೆ ೫.೩೦ಕ್ಕೆ 'ಸ್ವರಾನುಭೂತಿ' ಸಂಗೀತ ಕಾರ್ಯಕ್ರಮ ಆಯೋಜಿಸಲಾಗಿದೆ. ಕಾರ್ಯಕ್ರಮದಿಂದ ಸಂಗ್ರಹವಾಗುವ ಹಣವನ್ನು ಆರೈಕೆ ಯೋಜನೆಗೆ ಬಳಸಲಾಗುವುದು. [312, 529, 474, 562]
article-paragraph: ಮೈಸೂರು, ಜ.೨೯(ಆರ್‌ಕೆ)– ಮೈಸೂರು ಮಹಾನಗರ ಪಾಲಿಕೆಯ ೧೮ನೇ ವಾರ್ಡ್ ಉಪ ಚುನಾವಣೆಯಲ್ಲಿ ಸ್ಪರ್ಧಿಸಲು ನಾಮಪತ್ರ ಸಲ್ಲಿಸಿದ್ದ ನಾಲ್ಕು ಅಭ್ಯರ್ಥಿಗಳ ನಾಮಪತ್ರಗಳು ಕ್ರಮಬದ್ಧವಾಗಿವೆ. ಜ.೩೧ ನಾಮಪತ್ರ ಹಿಂಪಡೆಯಲು ಕಡೇ ದಿನವಾಗಿದ್ದು, ಫೆ.೯ರಂದು ಮತದಾನ ನಡೆಯಲಿದೆ. ವಾರ್ಡ್‌ನಲ್ಲಿ ಒಟ್ಟು ೧೧,೮೭೭ ಮತದಾರರಿದ್ದಾರೆ. [634, 657, 848, 690]
palace-facade [333, 797, 465, 821]
concert-headline-title: ಸ್ವರಾನುಭೂತಿ [392, 451, 475, 473]
article-paragraph: ಮೈಸೂರು, ಜ.೨೯(ಎಂಟಿ)– ಮೈಸೂರಿನ ಶ್ರೀ ಗಣಪತಿ ಸಚ್ಚಿದಾನಂದ ಆಶ್ರಮದ ಸ್ವಾಮೀಜಿ ಅವರ ಸಮ್ಮುಖದಲ್ಲಿ ಫೆ.೯ರಂದು ಸಂಜೆ ೫.೩೦ಕ್ಕೆ 'ಸ್ವರಾನುಭೂತಿ' ಸಂಗೀತ ಕಾರ್ಯಕ್ರಮ ಆಯೋಜಿಸಲಾಗಿದೆ. ಕಾರ್ಯಕ್ರಮದಿಂದ ಸಂಗ್ರಹವಾಗುವ ಹಣವನ್ನು ಆರೈಕೆ ಯೋಜನೆಗೆ ಬಳಸಲಾಗುವುದು. [312, 492, 474, 525]
